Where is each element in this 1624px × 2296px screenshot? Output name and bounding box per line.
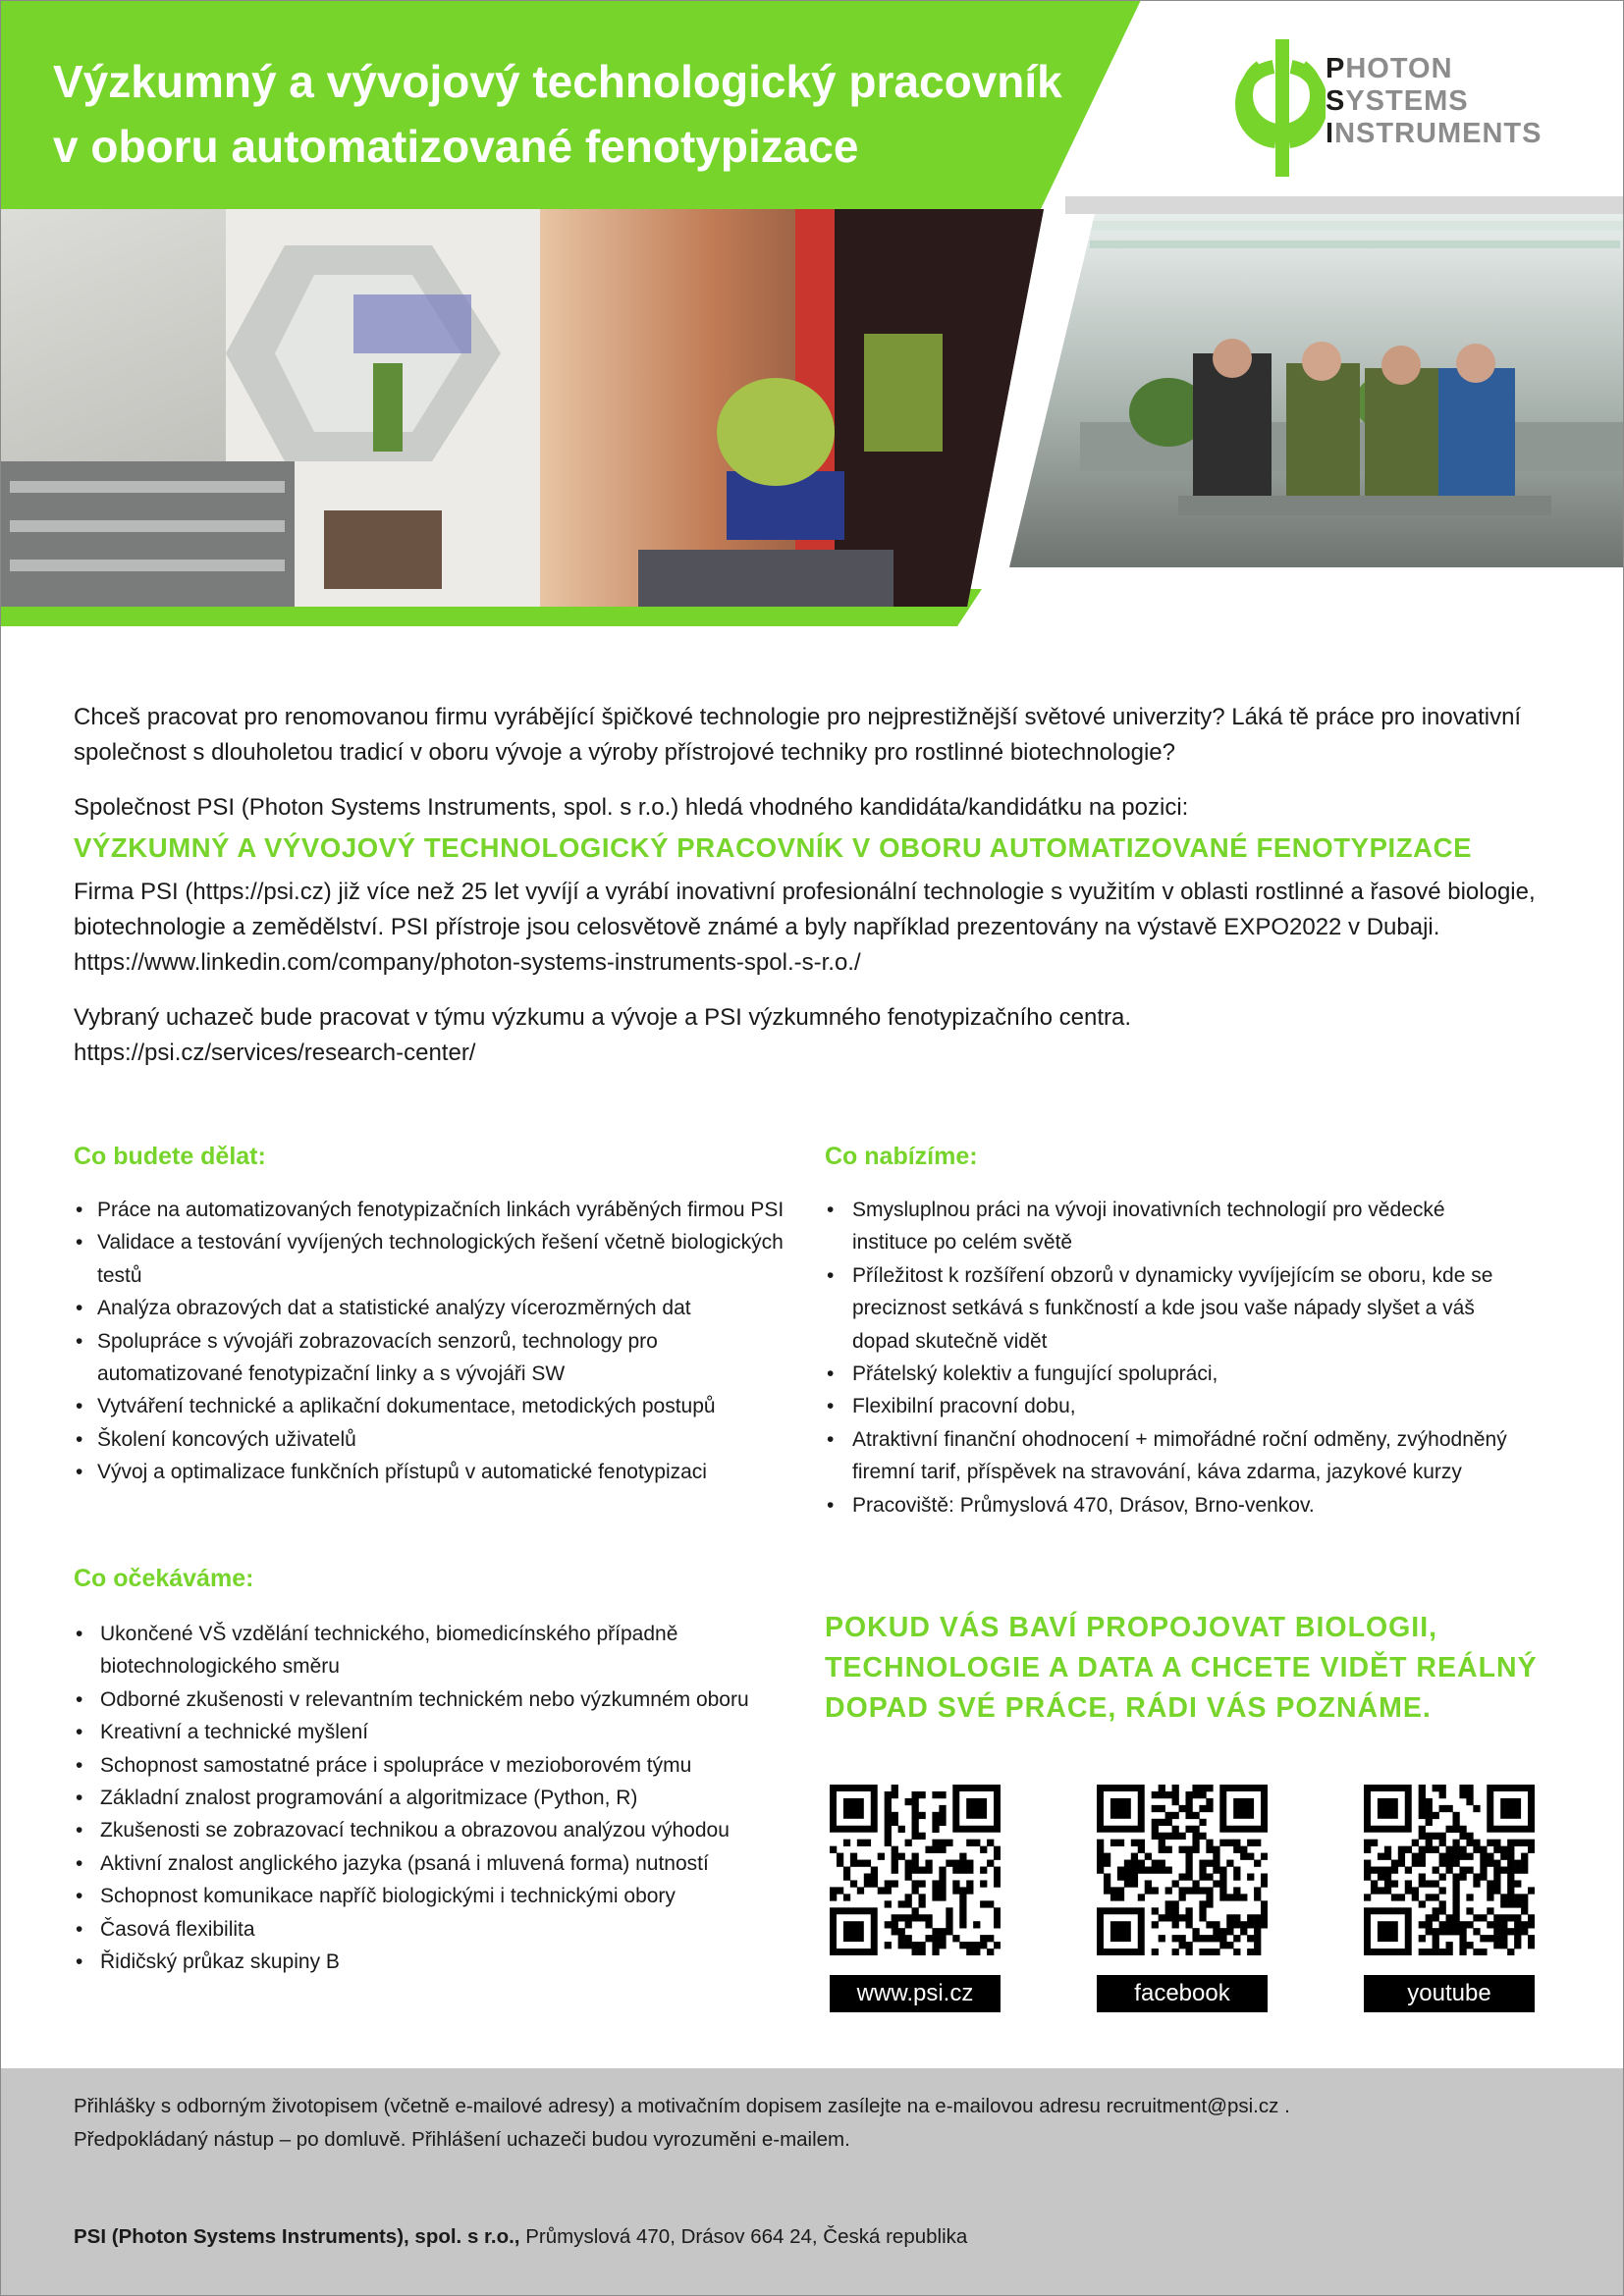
- list-item: • Pracoviště: Průmyslová 470, Drásov, Brno-venkov.: [825, 1489, 1551, 1522]
- list-item: • Schopnost komunikace napříč biologickými i technickými obory: [74, 1880, 795, 1912]
- list-item: • Schopnost samostatné práce i spolupráce v mezioborovém týmu: [74, 1749, 795, 1782]
- intro-lead: Chceš pracovat pro renomovanou firmu vyrábějící špičkové technologie pro nejprestižnější světové univerzity? Láká tě práce pro inovativní společnost s dlouholetou tradicí v oboru vývoje a výroby přístrojové techniky pro rostlinné biotechnologie?: [74, 704, 1522, 766]
- list-item: • Ukončené VŠ vzdělání technického, biomedicínského případně biotechnologického směru: [74, 1618, 795, 1683]
- list-item: • Základní znalost programování a algoritmizace (Python, R): [74, 1782, 795, 1814]
- expectations-section: [74, 1561, 795, 1978]
- research-center-link[interactable]: https://psi.cz/services/research-center/: [74, 1040, 476, 1066]
- expectations-heading: Co očekáváme:: [74, 1565, 254, 1592]
- phi-logo-icon: [1232, 39, 1326, 177]
- cta-line-2: TECHNOLOGIE A DATA A CHCETE VIDĚT REÁLNÝ: [825, 1652, 1538, 1683]
- list-item: • Analýza obrazových dat a statistické analýzy vícerozměrných dat: [74, 1292, 795, 1324]
- address-text: Průmyslová 470, Drásov 664 24, Česká republika: [519, 2225, 968, 2248]
- offer-list: [825, 1194, 1551, 1522]
- qr-label[interactable]: www.psi.cz: [830, 1975, 1001, 2012]
- team-info: [74, 1000, 1546, 1071]
- qr-code-icon: [830, 1785, 1001, 1955]
- list-item: • Flexibilní pracovní dobu,: [825, 1390, 1551, 1422]
- list-item: • Aktivní znalost anglického jazyka (psaná i mluvená forma) nutností: [74, 1847, 795, 1880]
- company-name: PSI (Photon Systems Instruments), spol. s r.o.,: [74, 2225, 520, 2248]
- company-address: [74, 2220, 967, 2254]
- duties-heading: Co budete dělat:: [74, 1143, 266, 1170]
- cta-line-3: DOPAD SVÉ PRÁCE, RÁDI VÁS POZNÁME.: [825, 1692, 1432, 1724]
- qr-facebook[interactable]: [1097, 1785, 1268, 2012]
- duties-section: [74, 1139, 795, 1489]
- footer: [0, 2068, 1624, 2296]
- list-item: • Práce na automatizovaných fenotypizačních linkách vyráběných firmou PSI: [74, 1194, 795, 1226]
- intro-search: Společnost PSI (Photon Systems Instruments, spol. s r.o.) hledá vhodného kandidáta/kandidátku na pozici:: [74, 794, 1189, 821]
- duties-list: [74, 1194, 795, 1489]
- list-item: • Příležitost k rozšíření obzorů v dynamicky vyvíjejícím se oboru, kde se preciznost setkává s funkčností a kde jsou vaše nápady slyšet a váš dopad skutečně vidět: [825, 1259, 1551, 1358]
- qr-code-icon: [1364, 1785, 1535, 1955]
- offer-section: [825, 1139, 1551, 1522]
- list-item: • Školení koncových uživatelů: [74, 1423, 795, 1456]
- title-line-2: v oboru automatizované fenotypizace: [53, 121, 859, 172]
- qr-label[interactable]: youtube: [1364, 1975, 1535, 2012]
- qr-website[interactable]: [830, 1785, 1001, 2012]
- list-item: • Časová flexibilita: [74, 1913, 795, 1946]
- list-item: • Smysluplnou práci na vývoji inovativních technologií pro vědecké instituce po celém světě: [825, 1194, 1551, 1259]
- list-item: • Validace a testování vyvíjených technologických řešení včetně biologických testů: [74, 1226, 795, 1292]
- page-title: [53, 49, 1094, 179]
- start-date-info: Předpokládaný nástup – po domluvě. Přihlášení uchazeči budou vyrozuměni e-mailem.: [74, 2128, 850, 2151]
- list-item: • Odborné zkušenosti v relevantním technickém nebo výzkumném oboru: [74, 1683, 795, 1716]
- list-item: • Přátelský kolektiv a fungující spolupráci,: [825, 1358, 1551, 1390]
- company-about: Firma PSI (https://psi.cz) již více než 25 let vyvíjí a vyrábí inovativní profesionální technologie s využitím v oblasti rostlinné a řasové biologie, biotechnologie a zemědělství. PSI přístroje jsou celosvětově známé a byly například prezentovány na výstavě EXPO2022 v Dubaji. https://www.linkedin.com/company/photon-systems-instruments-spol.-s-r.o./: [74, 879, 1536, 976]
- cta-line-1: POKUD VÁS BAVÍ PROPOJOVAT BIOLOGII,: [825, 1612, 1438, 1643]
- list-item: • Vývoj a optimalizace funkčních přístupů v automatické fenotypizaci: [74, 1456, 795, 1488]
- qr-label[interactable]: facebook: [1097, 1975, 1268, 2012]
- call-to-action: [825, 1608, 1571, 1729]
- list-item: • Řidičský průkaz skupiny B: [74, 1946, 795, 1978]
- title-line-1: Výzkumný a vývojový technologický pracovník: [53, 56, 1062, 107]
- expectations-list: [74, 1618, 795, 1978]
- offer-heading: Co nabízíme:: [825, 1143, 978, 1170]
- list-item: • Zkušenosti se zobrazovací technikou a obrazovou analýzou výhodou: [74, 1814, 795, 1846]
- qr-youtube[interactable]: [1364, 1785, 1535, 2012]
- list-item: • Spolupráce s vývojáři zobrazovacích senzorů, technology pro automatizované fenotypizační linky a s vývojáři SW: [74, 1325, 795, 1391]
- application-info: [74, 2090, 1546, 2157]
- team-text: Vybraný uchazeč bude pracovat v týmu výzkumu a vývoje a PSI výzkumného fenotypizačního centra.: [74, 1004, 1131, 1031]
- application-instructions: Přihlášky s odborným životopisem (včetně e-mailové adresy) a motivačním dopisem zasílejte na e-mailovou adresu recruitment@psi.cz .: [74, 2095, 1290, 2117]
- company-logo: [1232, 39, 1556, 177]
- intro-section: [74, 700, 1546, 1071]
- list-item: • Kreativní a technické myšlení: [74, 1716, 795, 1748]
- qr-code-icon: [1097, 1785, 1268, 1955]
- logo-wordmark: PHOTON SYSTEMS INSTRUMENTS: [1326, 53, 1543, 149]
- list-item: • Vytváření technické a aplikační dokumentace, metodických postupů: [74, 1390, 795, 1422]
- list-item: • Atraktivní finanční ohodnocení + mimořádné roční odměny, zvýhodněný firemní tarif, příspěvek na stravování, káva zdarma, jazykové kurzy: [825, 1423, 1551, 1489]
- position-title: VÝZKUMNÝ A VÝVOJOVÝ TECHNOLOGICKÝ PRACOVNÍK V OBORU AUTOMATIZOVANÉ FENOTYPIZACE: [74, 832, 1473, 863]
